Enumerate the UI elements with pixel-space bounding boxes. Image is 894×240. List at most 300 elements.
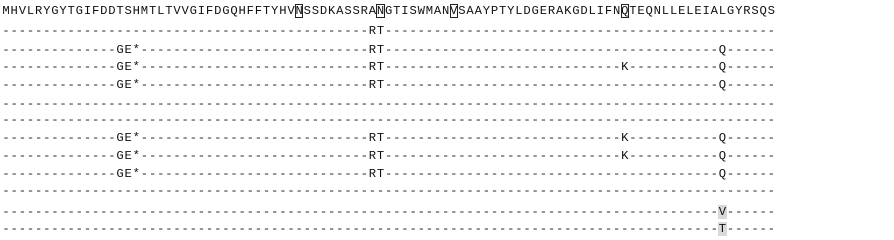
gap-dash: -	[735, 149, 743, 163]
gap-dash: -	[43, 167, 51, 181]
gap-dash: -	[140, 131, 149, 145]
gap-dash: -	[498, 184, 507, 198]
gap-dash: -	[140, 43, 149, 57]
variant-residue: Q	[718, 78, 727, 92]
gap-dash: -	[458, 167, 466, 181]
gap-dash: -	[34, 167, 43, 181]
gap-dash: -	[669, 222, 678, 236]
gap-dash: -	[385, 205, 393, 219]
gap-dash: -	[59, 78, 67, 92]
gap-dash: -	[116, 205, 124, 219]
gap-dash: -	[254, 24, 263, 38]
gap-dash: -	[409, 205, 417, 219]
gap-dash: -	[401, 97, 409, 111]
gap-dash: -	[360, 60, 368, 74]
gap-dash: -	[214, 113, 222, 127]
gap-dash: -	[498, 131, 507, 145]
gap-dash: -	[67, 167, 75, 181]
gap-dash: -	[181, 131, 189, 145]
gap-dash: -	[523, 60, 531, 74]
gap-dash: -	[10, 184, 18, 198]
gap-dash: -	[181, 222, 189, 236]
gap-dash: -	[287, 113, 295, 127]
gap-dash: -	[759, 97, 767, 111]
gap-dash: -	[425, 149, 434, 163]
gap-dash: -	[214, 205, 222, 219]
gap-dash: -	[629, 113, 637, 127]
residue: I	[596, 4, 604, 18]
gap-dash: -	[759, 222, 767, 236]
gap-dash: -	[295, 60, 303, 74]
gap-dash: -	[531, 43, 539, 57]
gap-dash: -	[702, 24, 710, 38]
gap-dash: -	[173, 222, 181, 236]
gap-dash: -	[2, 97, 10, 111]
variant-residue: E	[124, 167, 132, 181]
gap-dash: -	[507, 149, 515, 163]
gap-dash: -	[710, 97, 718, 111]
gap-dash: -	[67, 24, 75, 38]
gap-dash: -	[629, 24, 637, 38]
gap-dash: -	[311, 222, 320, 236]
gap-dash: -	[124, 113, 132, 127]
gap-dash: -	[344, 78, 352, 92]
gap-dash: -	[523, 222, 531, 236]
gap-dash: -	[645, 78, 653, 92]
gap-dash: -	[474, 222, 482, 236]
gap-dash: -	[254, 205, 263, 219]
gap-dash: -	[482, 131, 491, 145]
gap-dash: -	[458, 97, 466, 111]
gap-dash: -	[279, 131, 287, 145]
gap-dash: -	[531, 184, 539, 198]
shaded-residue: T	[718, 222, 727, 236]
gap-dash: -	[588, 24, 596, 38]
gap-dash: -	[157, 167, 165, 181]
gap-dash: -	[645, 43, 653, 57]
gap-dash: -	[458, 131, 466, 145]
gap-dash: -	[222, 149, 230, 163]
gap-dash: -	[450, 24, 458, 38]
gap-dash: -	[466, 205, 474, 219]
residue: R	[34, 4, 43, 18]
gap-dash: -	[287, 97, 295, 111]
gap-dash: -	[18, 97, 27, 111]
gap-dash: -	[442, 60, 450, 74]
gap-dash: -	[100, 60, 108, 74]
gap-dash: -	[246, 97, 254, 111]
variant-residue: T	[376, 131, 385, 145]
gap-dash: -	[262, 205, 271, 219]
gap-dash: -	[751, 222, 759, 236]
gap-dash: -	[279, 149, 287, 163]
gap-dash: -	[205, 113, 214, 127]
gap-dash: -	[165, 184, 173, 198]
residue: L	[26, 4, 35, 18]
gap-dash: -	[368, 97, 377, 111]
gap-dash: -	[572, 184, 580, 198]
gap-dash: -	[490, 149, 499, 163]
gap-dash: -	[621, 97, 629, 111]
residue: V	[181, 4, 189, 18]
residue: L	[588, 4, 596, 18]
residue: R	[743, 4, 751, 18]
gap-dash: -	[303, 97, 311, 111]
residue: T	[116, 4, 124, 18]
gap-dash: -	[710, 167, 718, 181]
gap-dash: -	[498, 24, 507, 38]
gap-dash: -	[319, 97, 328, 111]
gap-dash: -	[2, 24, 10, 38]
gap-dash: -	[547, 113, 556, 127]
gap-dash: -	[100, 97, 108, 111]
gap-dash: -	[26, 60, 35, 74]
gap-dash: -	[580, 205, 588, 219]
gap-dash: -	[360, 24, 368, 38]
gap-dash: -	[246, 43, 254, 57]
residue: E	[678, 4, 686, 18]
gap-dash: -	[726, 78, 735, 92]
gap-dash: -	[43, 97, 51, 111]
gap-dash: -	[401, 43, 409, 57]
gap-dash: -	[401, 167, 409, 181]
gap-dash: -	[401, 184, 409, 198]
gap-dash: -	[26, 222, 35, 236]
residue: D	[214, 4, 222, 18]
gap-dash: -	[108, 113, 116, 127]
gap-dash: -	[531, 167, 539, 181]
gap-dash: -	[140, 24, 149, 38]
gap-dash: -	[767, 205, 775, 219]
gap-dash: -	[751, 167, 759, 181]
gap-dash: -	[34, 113, 43, 127]
gap-dash: -	[604, 97, 613, 111]
gap-dash: -	[458, 24, 466, 38]
gap-dash: -	[222, 24, 230, 38]
gap-dash: -	[75, 60, 83, 74]
gap-dash: -	[572, 222, 580, 236]
gap-dash: -	[425, 113, 434, 127]
gap-dash: -	[547, 24, 556, 38]
gap-dash: -	[612, 78, 621, 92]
gap-dash: -	[34, 205, 43, 219]
residue: S	[767, 4, 775, 18]
gap-dash: -	[401, 78, 409, 92]
gap-dash: -	[580, 24, 588, 38]
gap-dash: -	[466, 97, 474, 111]
gap-dash: -	[515, 113, 523, 127]
gap-dash: -	[767, 222, 775, 236]
gap-dash: -	[246, 184, 254, 198]
gap-dash: -	[523, 97, 531, 111]
residue: T	[67, 4, 75, 18]
variant-residue: R	[368, 131, 377, 145]
gap-dash: -	[694, 167, 702, 181]
gap-dash: -	[450, 222, 458, 236]
gap-dash: -	[197, 113, 206, 127]
gap-dash: -	[710, 60, 718, 74]
gap-dash: -	[759, 131, 767, 145]
residue: G	[75, 4, 83, 18]
gap-dash: -	[604, 131, 613, 145]
gap-dash: -	[759, 167, 767, 181]
gap-dash: -	[376, 97, 385, 111]
gap-dash: -	[189, 78, 197, 92]
gap-dash: -	[328, 43, 336, 57]
gap-dash: -	[148, 149, 157, 163]
residue: S	[458, 4, 466, 18]
gap-dash: -	[515, 24, 523, 38]
gap-dash: -	[75, 222, 83, 236]
gap-dash: -	[189, 97, 197, 111]
gap-dash: -	[718, 113, 727, 127]
gap-dash: -	[336, 222, 344, 236]
gap-dash: -	[108, 205, 116, 219]
gap-dash: -	[222, 184, 230, 198]
alignment-row	[2, 78, 775, 92]
gap-dash: -	[555, 205, 564, 219]
gap-dash: -	[539, 222, 548, 236]
gap-dash: -	[743, 97, 751, 111]
gap-dash: -	[580, 131, 588, 145]
gap-dash: -	[523, 184, 531, 198]
gap-dash: -	[588, 113, 596, 127]
gap-dash: -	[303, 60, 311, 74]
gap-dash: -	[621, 222, 629, 236]
gap-dash: -	[336, 131, 344, 145]
gap-dash: -	[352, 167, 360, 181]
gap-dash: -	[580, 43, 588, 57]
gap-dash: -	[539, 78, 548, 92]
gap-dash: -	[51, 113, 59, 127]
gap-dash: -	[336, 97, 344, 111]
gap-dash: -	[181, 149, 189, 163]
gap-dash: -	[295, 78, 303, 92]
gap-dash: -	[482, 167, 491, 181]
gap-dash: -	[75, 78, 83, 92]
gap-dash: -	[425, 131, 434, 145]
gap-dash: -	[83, 78, 92, 92]
gap-dash: -	[637, 222, 645, 236]
gap-dash: -	[678, 222, 686, 236]
gap-dash: -	[100, 184, 108, 198]
gap-dash: -	[645, 60, 653, 74]
gap-dash: -	[165, 149, 173, 163]
gap-dash: -	[393, 78, 401, 92]
gap-dash: -	[653, 78, 661, 92]
gap-dash: -	[393, 184, 401, 198]
gap-dash: -	[10, 167, 18, 181]
gap-dash: -	[580, 184, 588, 198]
gap-dash: -	[59, 24, 67, 38]
gap-dash: -	[515, 222, 523, 236]
gap-dash: -	[498, 167, 507, 181]
gap-dash: -	[173, 113, 181, 127]
gap-dash: -	[132, 24, 140, 38]
gap-dash: -	[686, 149, 694, 163]
gap-dash: -	[759, 205, 767, 219]
gap-dash: -	[222, 113, 230, 127]
gap-dash: -	[59, 149, 67, 163]
gap-dash: -	[425, 222, 434, 236]
gap-dash: -	[507, 222, 515, 236]
gap-dash: -	[458, 43, 466, 57]
gap-dash: -	[531, 222, 539, 236]
variant-residue: R	[368, 78, 377, 92]
gap-dash: -	[238, 205, 246, 219]
gap-dash: -	[450, 149, 458, 163]
gap-dash: -	[59, 60, 67, 74]
boxed-residue: V	[450, 4, 458, 18]
gap-dash: -	[67, 60, 75, 74]
gap-dash: -	[140, 60, 149, 74]
gap-dash: -	[710, 184, 718, 198]
gap-dash: -	[669, 78, 678, 92]
gap-dash: -	[83, 222, 92, 236]
gap-dash: -	[124, 205, 132, 219]
gap-dash: -	[743, 43, 751, 57]
gap-dash: -	[645, 205, 653, 219]
gap-dash: -	[189, 113, 197, 127]
gap-dash: -	[612, 43, 621, 57]
gap-dash: -	[91, 97, 100, 111]
gap-dash: -	[197, 167, 206, 181]
gap-dash: -	[604, 43, 613, 57]
gap-dash: -	[466, 184, 474, 198]
gap-dash: -	[238, 184, 246, 198]
gap-dash: -	[629, 205, 637, 219]
gap-dash: -	[515, 43, 523, 57]
gap-dash: -	[694, 43, 702, 57]
gap-dash: -	[661, 184, 670, 198]
gap-dash: -	[442, 113, 450, 127]
gap-dash: -	[555, 149, 564, 163]
gap-dash: -	[2, 113, 10, 127]
gap-dash: -	[360, 149, 368, 163]
gap-dash: -	[743, 60, 751, 74]
gap-dash: -	[409, 149, 417, 163]
gap-dash: -	[726, 97, 735, 111]
gap-dash: -	[442, 131, 450, 145]
gap-dash: -	[637, 113, 645, 127]
gap-dash: -	[686, 60, 694, 74]
gap-dash: -	[165, 24, 173, 38]
gap-dash: -	[555, 24, 564, 38]
residue: E	[694, 4, 702, 18]
gap-dash: -	[621, 43, 629, 57]
gap-dash: -	[287, 60, 295, 74]
gap-dash: -	[653, 184, 661, 198]
gap-dash: -	[474, 167, 482, 181]
gap-dash: -	[612, 222, 621, 236]
gap-dash: -	[214, 97, 222, 111]
gap-dash: -	[686, 222, 694, 236]
gap-dash: -	[678, 113, 686, 127]
gap-dash: -	[254, 43, 263, 57]
gap-dash: -	[612, 113, 621, 127]
gap-dash: -	[474, 113, 482, 127]
gap-dash: -	[539, 97, 548, 111]
gap-dash: -	[710, 78, 718, 92]
gap-dash: -	[319, 113, 328, 127]
gap-dash: -	[262, 113, 271, 127]
gap-dash: -	[417, 60, 425, 74]
residue: M	[140, 4, 149, 18]
gap-dash: -	[222, 222, 230, 236]
gap-dash: -	[189, 24, 197, 38]
gap-dash: -	[2, 222, 10, 236]
gap-dash: -	[547, 131, 556, 145]
gap-dash: -	[743, 131, 751, 145]
gap-dash: -	[588, 60, 596, 74]
gap-dash: -	[555, 60, 564, 74]
gap-dash: -	[165, 43, 173, 57]
gap-dash: -	[91, 205, 100, 219]
gap-dash: -	[311, 131, 320, 145]
gap-dash: -	[344, 24, 352, 38]
gap-dash: -	[197, 184, 206, 198]
gap-dash: -	[181, 43, 189, 57]
gap-dash: -	[669, 60, 678, 74]
gap-dash: -	[173, 167, 181, 181]
gap-dash: -	[686, 184, 694, 198]
gap-dash: -	[165, 78, 173, 92]
gap-dash: -	[694, 24, 702, 38]
gap-dash: -	[230, 131, 238, 145]
gap-dash: -	[2, 167, 10, 181]
gap-dash: -	[759, 43, 767, 57]
gap-dash: -	[588, 149, 596, 163]
gap-dash: -	[10, 205, 18, 219]
gap-dash: -	[474, 149, 482, 163]
gap-dash: -	[205, 205, 214, 219]
gap-dash: -	[612, 205, 621, 219]
gap-dash: -	[344, 205, 352, 219]
variant-residue: G	[116, 167, 124, 181]
gap-dash: -	[653, 24, 661, 38]
gap-dash: -	[67, 149, 75, 163]
gap-dash: -	[75, 24, 83, 38]
alignment-row	[2, 167, 775, 181]
gap-dash: -	[735, 131, 743, 145]
gap-dash: -	[604, 78, 613, 92]
gap-dash: -	[735, 78, 743, 92]
gap-dash: -	[393, 113, 401, 127]
gap-dash: -	[2, 78, 10, 92]
gap-dash: -	[18, 43, 27, 57]
variant-residue: E	[124, 78, 132, 92]
gap-dash: -	[401, 131, 409, 145]
residue: M	[425, 4, 434, 18]
gap-dash: -	[148, 205, 157, 219]
alignment-row	[2, 113, 775, 127]
gap-dash: -	[450, 167, 458, 181]
gap-dash: -	[653, 131, 661, 145]
gap-dash: -	[368, 184, 377, 198]
gap-dash: -	[287, 78, 295, 92]
gap-dash: -	[116, 97, 124, 111]
gap-dash: -	[262, 60, 271, 74]
variant-residue: T	[376, 24, 385, 38]
gap-dash: -	[91, 184, 100, 198]
gap-dash: -	[287, 43, 295, 57]
gap-dash: -	[2, 184, 10, 198]
gap-dash: -	[311, 78, 320, 92]
gap-dash: -	[523, 78, 531, 92]
gap-dash: -	[678, 205, 686, 219]
gap-dash: -	[759, 60, 767, 74]
gap-dash: -	[100, 205, 108, 219]
